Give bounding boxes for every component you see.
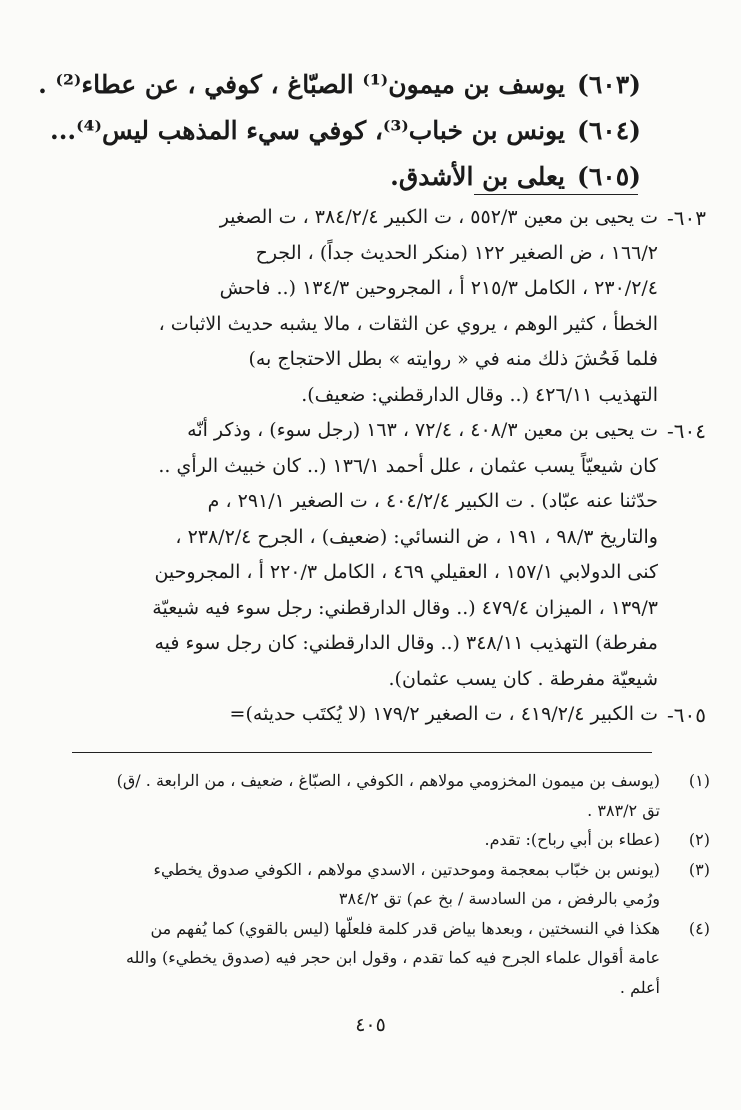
footnote-1 xyxy=(60,766,710,825)
footnote-line: هكذا في النسختين ، وبعدها بياض قدر كلمة فلعلّها (ليس بالقوي) كما يُفهم من xyxy=(150,918,660,938)
note-number: ٦٠٤- xyxy=(667,419,706,443)
note-line: ٢٣٠/٢/٤ ، الكامل ٢١٥/٣ أ ، المجروحين ١٣٤/٣ (.. فاحش xyxy=(219,277,658,299)
note-number: ٦٠٥- xyxy=(667,703,706,727)
footnotes xyxy=(60,766,710,1002)
entry-text: يونس بن خباب⁽³⁾، كوفي سيء المذهب ليس⁽⁴⁾... xyxy=(50,116,566,145)
note-line: كان شيعيّاً يسب عثمان ، علل أحمد ١٣٦/١ (.. كان خبيث الرأي .. xyxy=(158,454,658,477)
footnote-line: (عطاء بن أبي رباح): تقدم. xyxy=(484,830,660,849)
note-605 xyxy=(58,697,706,733)
note-line: الخطأ ، كثير الوهم ، يروي عن الثقات ، مالا يشبه حديث الاثبات ، xyxy=(158,312,658,335)
footnote-2 xyxy=(60,825,710,855)
footnote-line: أعلم . xyxy=(619,977,660,997)
footnote-line: (يوسف بن ميمون المخزومي مولاهم ، الكوفي ، الصبّاغ ، ضعيف ، من الرابعة . /ق) xyxy=(116,771,660,790)
entry-number: (٦٠٥) xyxy=(577,162,641,191)
entry-number: (٦٠٣) xyxy=(577,70,641,99)
footnote-number: (٤) xyxy=(688,918,710,938)
footnote-line: (يونس بن خبّاب بمعجمة وموحدتين ، الاسدي مولاهم ، الكوفي صدوق يخطيء xyxy=(153,859,660,879)
main-entries xyxy=(38,62,641,200)
note-line: ت الكبير ٤١٩/٢/٤ ، ت الصغير ١٧٩/٢ (لا يُكتَب حديثه)= xyxy=(229,703,658,725)
note-line: حدّثنا عنه عبّاد) . ت الكبير ٤٠٤/٢/٤ ، ت الصغير ٢٩١/١ ، م xyxy=(207,490,658,512)
note-line: مفرطة) التهذيب ٣٤٨/١١ (.. وقال الدارقطني: كان رجل سوء فيه xyxy=(154,632,658,654)
note-line: فلما فَحُشَ ذلك منه في « روايته » بطل الاحتجاج به) xyxy=(248,348,658,370)
note-line: كنى الدولابي ١٥٧/١ ، العقيلي ٤٦٩ ، الكامل ٢٢٠/٣ أ ، المجروحين xyxy=(154,561,658,583)
entry-603 xyxy=(38,62,641,108)
footnote-line: ورُمي بالرفض ، من السادسة / بخ عم) تق ٣٨٤/٢ xyxy=(338,889,660,908)
note-604 xyxy=(58,413,706,697)
entry-text: يوسف بن ميمون⁽¹⁾ الصبّاغ ، كوفي ، عن عطاء⁽²⁾ . xyxy=(38,70,566,99)
footnote-divider xyxy=(72,752,652,753)
footnote-4 xyxy=(60,914,710,1003)
page-number: ٤٠٥ xyxy=(355,1014,386,1036)
note-number: ٦٠٣- xyxy=(667,206,706,230)
footnote-number: (٢) xyxy=(688,830,710,849)
note-603 xyxy=(58,200,706,413)
entry-text: يعلى بن الأشدق. xyxy=(390,162,566,191)
note-line: التهذيب ٤٢٦/١١ (.. وقال الدارقطني: ضعيف). xyxy=(301,383,658,406)
footnote-number: (٣) xyxy=(688,859,710,879)
footnote-line: تق ٣٨٣/٢ . xyxy=(587,800,660,820)
note-line: ت يحيى بن معين ٥٥٢/٣ ، ت الكبير ٣٨٤/٢/٤ ، ت الصغير xyxy=(219,206,658,228)
note-line: ١٣٩/٣ ، الميزان ٤٧٩/٤ (.. وقال الدارقطني: رجل سوء فيه شيعيّة xyxy=(152,596,658,619)
footnote-line: عامة أقوال علماء الجرح فيه كما تقدم ، وقول ابن حجر فيه (صدوق يخطيء) والله xyxy=(125,948,660,967)
note-line: ت يحيى بن معين ٤٠٨/٣ ، ٧٢/٤ ، ١٦٣ (رجل سوء) ، وذكر أنّه xyxy=(187,419,658,441)
commentary-notes xyxy=(58,200,706,733)
footnote-number: (١) xyxy=(688,771,710,790)
note-line: ١٦٦/٢ ، ض الصغير ١٢٢ (منكر الحديث جداً) ، الجرح xyxy=(255,241,658,264)
entry-number: (٦٠٤) xyxy=(577,116,641,145)
section-divider xyxy=(474,194,638,195)
note-line: والتاريخ ٩٨/٣ ، ١٩١ ، ض النسائي: (ضعيف) ، الجرح ٢٣٨/٢/٤ ، xyxy=(175,525,658,548)
entry-604 xyxy=(50,108,641,154)
footnote-3 xyxy=(60,855,710,914)
note-line: شيعيّة مفرطة . كان يسب عثمان). xyxy=(388,667,658,690)
